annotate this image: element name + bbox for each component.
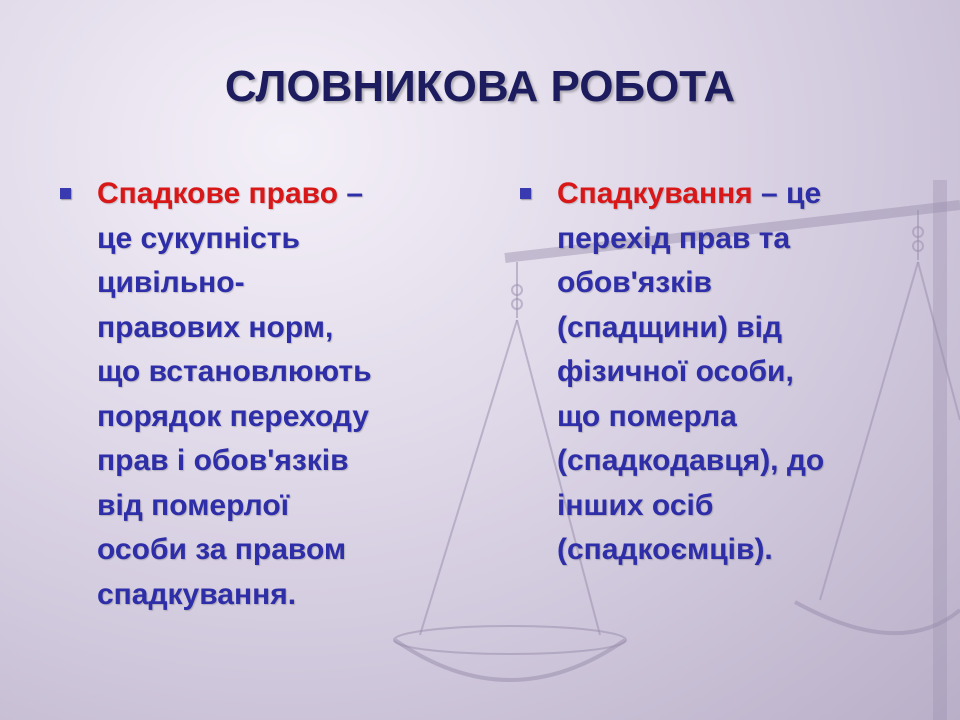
text-line: обов'язків xyxy=(557,266,712,299)
dash: – xyxy=(338,177,364,210)
definition-inheritance-law xyxy=(60,172,460,617)
text-line: прав і обов'язків xyxy=(97,444,349,477)
text-line: що встановлюють xyxy=(97,355,372,388)
text-line: порядок переходу xyxy=(97,399,369,433)
text-line: правових норм, xyxy=(97,310,334,344)
definition-text xyxy=(97,172,460,617)
term: Спадкове право xyxy=(97,177,339,210)
text-line: (спадкоємців). xyxy=(557,533,773,566)
text-line: (спадщини) від xyxy=(557,310,782,344)
text-line: від померлої xyxy=(97,488,290,522)
text-line: інших осіб xyxy=(557,488,714,522)
square-bullet-icon xyxy=(520,188,531,199)
text-line: що померла xyxy=(557,399,737,433)
definition-text xyxy=(557,172,930,573)
text-line: особи за правом xyxy=(97,533,347,566)
text-line: перехід прав та xyxy=(557,221,791,255)
text-line: (спадкодавця), до xyxy=(557,444,825,477)
square-bullet-icon xyxy=(60,188,71,199)
slide-title: СЛОВНИКОВА РОБОТА xyxy=(224,62,736,111)
dash: – це xyxy=(752,177,822,210)
text-line: спадкування. xyxy=(97,577,297,611)
text-line: фізичної особи, xyxy=(557,355,794,388)
text-line: цивільно- xyxy=(97,266,245,299)
definition-inheritance xyxy=(520,172,930,573)
text-line: це сукупність xyxy=(97,221,300,255)
term: Спадкування xyxy=(557,177,753,210)
